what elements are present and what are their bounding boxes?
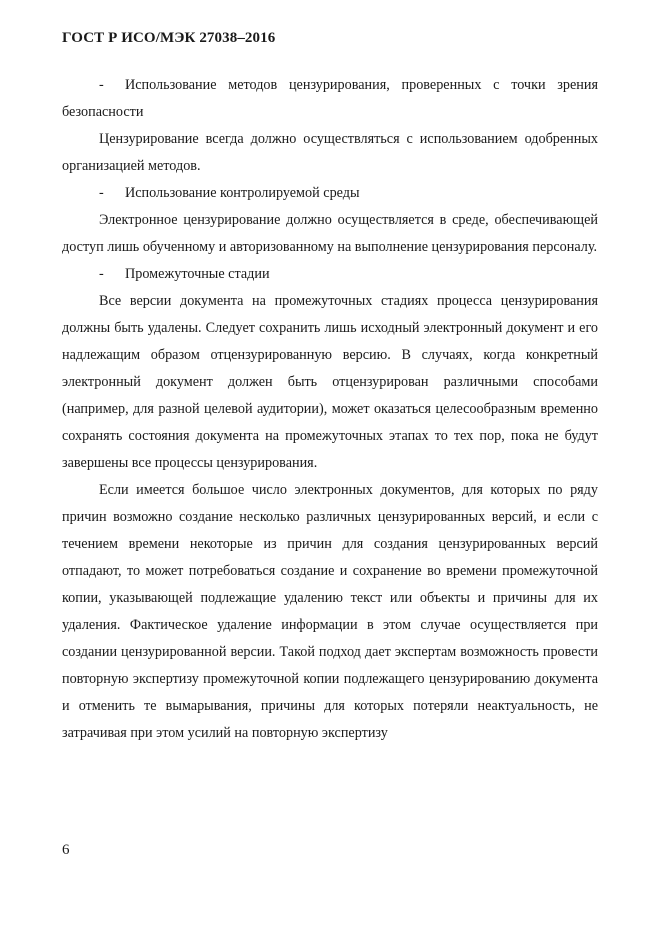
paragraph: Все версии документа на промежуточных стадиях процесса цензурирования должны быть удалены. Следует сохранить лишь исходный электронный документ и его надлежащим образом отцензурированную версию. В случаях, когда конкретный электронный документ должен быть отцензурирован различными способами (например, для разной целевой аудитории), может оказаться целесообразным временно сохранять состояния документа на промежуточных этапах то тех пор, пока не будут завершены все процессы цензурирования. <box>62 293 598 471</box>
list-dash: - <box>99 77 104 93</box>
document-body <box>62 72 598 747</box>
list-item-text: Промежуточные стадии <box>125 266 270 282</box>
paragraph: Цензурирование всегда должно осуществляться с использованием одобренных организацией методов. <box>62 131 598 174</box>
list-item <box>62 180 598 207</box>
list-item <box>62 72 598 126</box>
page-number: 6 <box>62 842 70 858</box>
list-item-text: Использование контролируемой среды <box>125 185 360 201</box>
list-item-text: Использование методов цензурирования, проверенных с точки зрения безопасности <box>62 77 598 120</box>
paragraph: Электронное цензурирование должно осуществляется в среде, обеспечивающей доступ лишь обученному и авторизованному на выполнение цензурирования персоналу. <box>62 212 598 255</box>
list-dash: - <box>99 266 104 282</box>
document-header: ГОСТ Р ИСО/МЭК 27038–2016 <box>62 30 276 46</box>
list-item <box>62 261 598 288</box>
paragraph: Если имеется большое число электронных документов, для которых по ряду причин возможно создание несколько различных цензурированных версий, и если с течением времени некоторые из причин для создания цензурированных версий отпадают, то может потребоваться создание и сохранение во времени промежуточной копии, указывающей подлежащие удалению текст или объекты и причины для их удаления. Фактическое удаление информации в этом случае осуществляется при создании цензурированной версии. Такой подход дает экспертам возможность провести повторную экспертизу промежуточной копии подлежащего цензурированию документа и отменить те вымарывания, причины для которых потеряли неактуальность, не затрачивая при этом усилий на повторную экспертизу <box>62 482 598 741</box>
list-dash: - <box>99 185 104 201</box>
